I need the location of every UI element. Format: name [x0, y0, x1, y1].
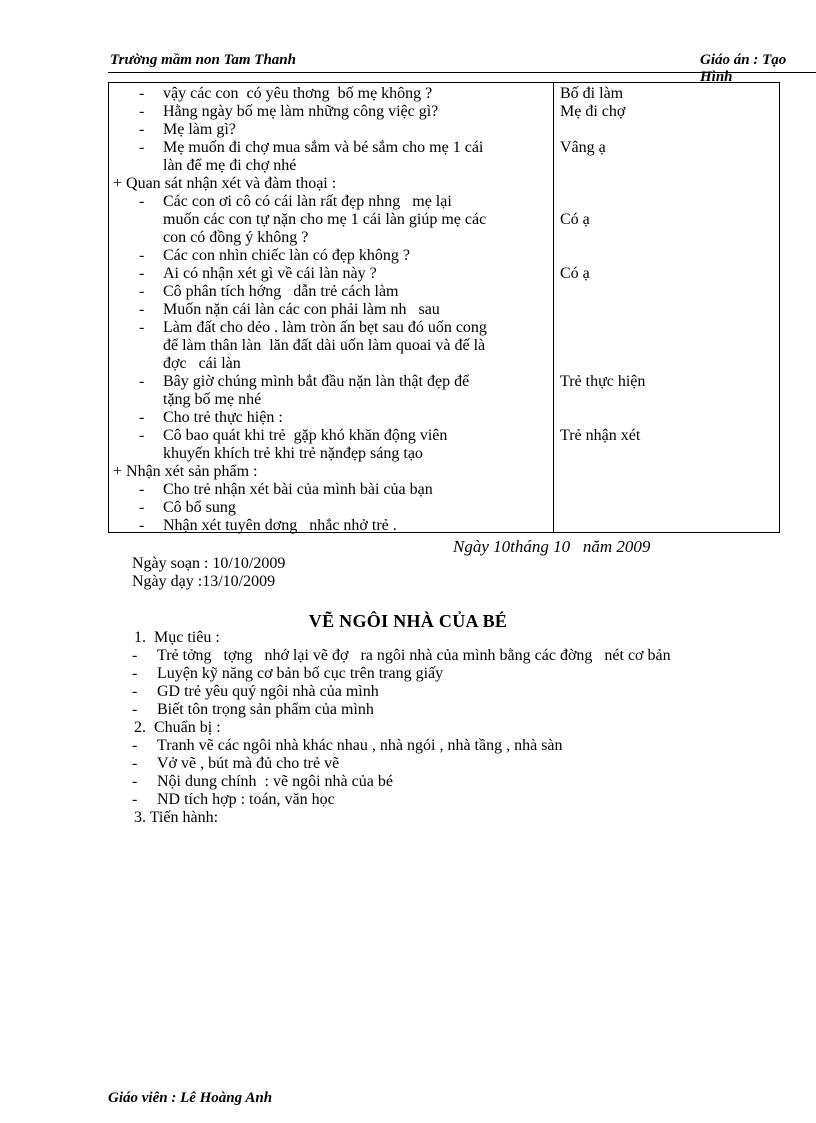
table-row-text: Bây giờ chúng mình bắt đầu nặn làn thật đẹp để — [163, 373, 470, 390]
bullet-dash: - — [139, 319, 145, 336]
table-row-text: Làm đất cho dẻo . làm tròn ấn bẹt sau đó uốn cong — [163, 319, 487, 336]
bullet-dash: - — [132, 665, 138, 682]
teacher-name: Giáo viên : Lê Hoàng Anh — [108, 1090, 273, 1106]
bullet-dash: - — [139, 517, 145, 534]
table-response-text: Bố đi làm — [560, 85, 624, 102]
table-row-text: Muốn nặn cái làn các con phải làm nh sau — [163, 301, 440, 318]
section-heading: 1. Mục tiêu : — [134, 629, 220, 646]
lesson-title: VẼ NGÔI NHÀ CỦA BÉ — [308, 611, 508, 631]
table-row-text: Cô phân tích hớng dẫn trẻ cách làm — [163, 283, 399, 300]
bullet-dash: - — [139, 139, 145, 156]
table-row-text: khuyến khích trẻ khi trẻ nặnđẹp sáng tạo — [163, 445, 423, 462]
bullet-dash: - — [132, 755, 138, 772]
bullet-dash: - — [132, 737, 138, 754]
table-row-text: muốn các con tự nặn cho mẹ 1 cái làn giúp mẹ các — [163, 211, 487, 228]
page-header — [108, 50, 816, 85]
bullet-dash: - — [139, 301, 145, 318]
teaching-date: Ngày dạy :13/10/2009 — [132, 573, 276, 590]
bullet-dash: - — [139, 265, 145, 282]
bullet-dash: - — [139, 373, 145, 390]
table-row-text: Nhận xét tuyên dơng nhắc nhở trẻ . — [163, 517, 397, 534]
school-name: Trường mầm non Tam Thanh — [110, 52, 296, 68]
table-row-text: con có đồng ý không ? — [163, 229, 309, 246]
table-row-text: Cô bao quát khi trẻ gặp khó khăn động viên — [163, 427, 448, 444]
lesson-item: Biết tôn trọng sản phẩm của mình — [157, 701, 374, 718]
table-response-text: Mẹ đi chợ — [560, 103, 626, 120]
table-row-text: Mẹ làm gì? — [163, 121, 236, 138]
bullet-dash: - — [139, 283, 145, 300]
table-section-heading: + Quan sát nhận xét và đàm thoại : — [113, 175, 337, 192]
table-row-text: Các con nhìn chiếc làn có đẹp không ? — [163, 247, 411, 264]
bullet-dash: - — [139, 193, 145, 210]
table-row-text: Cho trẻ nhận xét bài của mình bài của bạn — [163, 481, 433, 498]
bullet-dash: - — [132, 701, 138, 718]
lesson-item: Vở vẽ , bút mà đủ cho trẻ vẽ — [157, 755, 340, 772]
lesson-subject: Giáo án : Tạo Hình — [700, 52, 787, 85]
bullet-dash: - — [132, 683, 138, 700]
table-section-heading: + Nhận xét sản phẩm : — [113, 463, 258, 480]
table-row-text: Các con ơi cô có cái làn rất đẹp nhng mẹ lại — [163, 193, 452, 210]
bullet-dash: - — [139, 481, 145, 498]
section-heading: 3. Tiến hành: — [134, 809, 219, 826]
bullet-dash: - — [139, 409, 145, 426]
bullet-dash: - — [139, 121, 145, 138]
table-row-text: đợc cái làn — [163, 355, 241, 372]
bullet-dash: - — [132, 647, 138, 664]
table-response-text: Trẻ nhận xét — [560, 427, 641, 444]
table-row-text: Ai có nhận xét gì về cái làn này ? — [163, 265, 377, 282]
table-row-text: để làm thân làn lăn đất dài uốn làm quoai và đế là — [163, 337, 486, 354]
table-response-text: Trẻ thực hiện — [560, 373, 646, 390]
lesson-item: GD trẻ yêu quý ngôi nhà của mình — [157, 683, 379, 700]
table-row-text: Mẹ muốn đi chợ mua sắm và bé sắm cho mẹ 1 cái — [163, 139, 484, 156]
section-heading: 2. Chuẩn bị : — [134, 719, 221, 736]
bullet-dash: - — [139, 85, 145, 102]
bullet-dash: - — [139, 103, 145, 120]
lesson-item: ND tích hợp : toán, văn học — [157, 791, 335, 808]
preparation-date: Ngày soạn : 10/10/2009 — [132, 555, 286, 572]
table-row-text: Cho trẻ thực hiện : — [163, 409, 283, 426]
table-response-text: Vâng ạ — [560, 139, 606, 156]
table-row-text: làn để mẹ đi chợ nhé — [163, 157, 297, 174]
bullet-dash: - — [139, 427, 145, 444]
lesson-item: Tranh vẽ các ngôi nhà khác nhau , nhà ngói , nhà tầng , nhà sàn — [157, 737, 563, 754]
bullet-dash: - — [139, 247, 145, 264]
column-divider — [553, 83, 554, 532]
table-row-text: Hằng ngày bố mẹ làm những công việc gì? — [163, 103, 439, 120]
lesson-item: Nội dung chính : vẽ ngôi nhà của bé — [157, 773, 393, 790]
bullet-dash: - — [132, 773, 138, 790]
lesson-item: Luyện kỹ năng cơ bản bố cục trên trang giấy — [157, 665, 444, 682]
table-row-text: vậy các con có yêu thơng bố mẹ không ? — [163, 85, 433, 102]
table-response-text: Có ạ — [560, 211, 590, 228]
table-row-text: tặng bố mẹ nhé — [163, 391, 262, 408]
bullet-dash: - — [139, 499, 145, 516]
table-row-text: Cô bổ sung — [163, 499, 236, 516]
lesson-item: Trẻ tởng tợng nhớ lại vẽ đợ ra ngôi nhà của mình bằng các đờng nét cơ bản — [157, 647, 671, 664]
bullet-dash: - — [132, 791, 138, 808]
date-line: Ngày 10tháng 10 năm 2009 — [453, 537, 651, 556]
table-response-text: Có ạ — [560, 265, 590, 282]
